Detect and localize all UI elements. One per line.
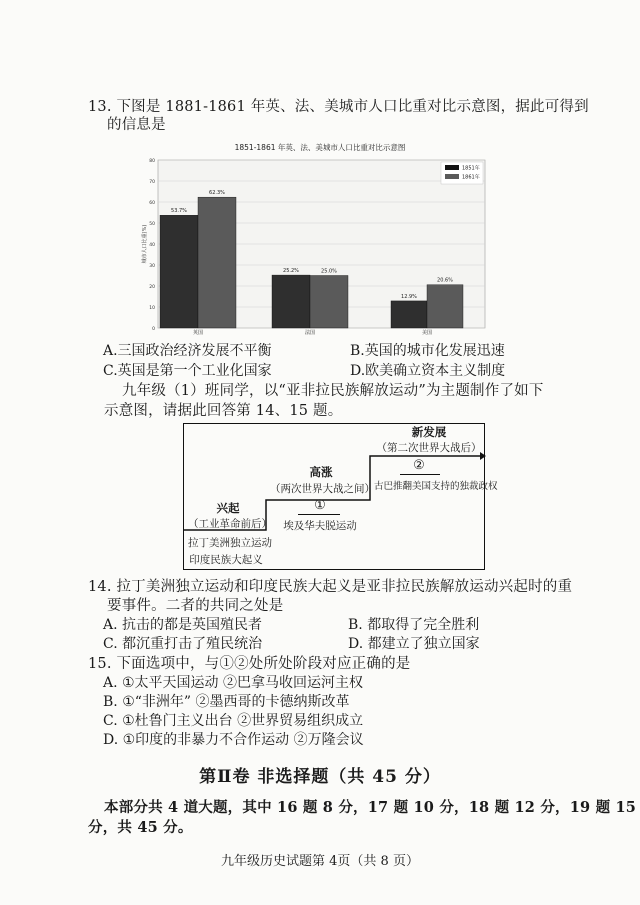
q15-option-d[interactable]: D. ①印度的非暴力不合作运动 ②万隆会议 [103,732,364,748]
legend-label: 1861年 [462,174,480,181]
liberation-movement-diagram [183,423,498,570]
bar-1861 [198,197,236,328]
bar-data-label: 12.9% [401,293,417,300]
stage3-title: 新发展 [411,425,447,439]
page-footer: 九年级历史试题第 4页（共 8 页） [221,854,419,869]
stage3-marker: ② [413,458,425,473]
stage2-period: （两次世界大战之间） [270,483,375,495]
q15-stem: 15. 下面选项中，与①②处所处阶段对应正确的是 [88,656,411,672]
stage3-event: 古巴推翻美国支持的独裁政权 [374,481,498,492]
q13-option-a[interactable]: A.三国政治经济发展不平衡 [103,343,272,359]
stage1-period: （工业革命前后） [188,518,272,530]
y-tick-label: 10 [149,306,155,311]
q14-stem-line2: 要事件。二者的共同之处是 [107,598,284,614]
q15-option-c[interactable]: C. ①杜鲁门主义出台 ②世界贸易组织成立 [103,713,364,729]
bar-1861 [310,276,348,329]
section2-desc-line1: 本部分共 4 道大题，其中 16 题 8 分，17 题 10 分，18 题 12 分，19 题 15 [104,799,637,816]
q13-number: 13. [88,99,112,115]
q15-option-a[interactable]: A. ①太平天国运动 ②巴拿马收回运河主权 [103,675,364,691]
x-tick-label: 法国 [304,330,316,336]
y-tick-label: 0 [152,327,155,332]
x-tick-label: 英国 [192,330,204,336]
x-tick-label: 美国 [421,330,433,336]
population-chart [140,138,495,338]
bar-data-label: 20.6% [437,277,453,284]
bar-data-label: 62.3% [209,190,225,197]
q13-option-b[interactable]: B.英国的城市化发展迅速 [350,343,505,359]
y-axis-label: 城市人口比重(%) [142,224,148,264]
bar-1851 [391,301,427,328]
stage3-blank-underline [400,474,440,475]
y-tick-label: 30 [149,264,155,269]
chart-title: 1851-1861 年英、法、美城市人口比重对比示意图 [234,143,406,152]
y-tick-label: 70 [149,180,155,185]
q13-stem-line2: 的信息是 [107,117,166,133]
q14-option-c[interactable]: C. 都沉重打击了殖民统治 [103,636,263,652]
y-tick-label: 20 [149,285,155,290]
chart-svg [140,138,495,338]
legend-swatch [445,165,459,170]
intro-line2: 示意图，请据此回答第 14、15 题。 [104,403,343,419]
q15-option-b[interactable]: B. ①“非洲年” ②墨西哥的卡德纳斯改革 [103,694,350,710]
q13-option-d[interactable]: D.欧美确立资本主义制度 [350,363,506,379]
legend-swatch [445,174,459,179]
q14-option-a[interactable]: A. 抗击的都是英国殖民者 [103,617,263,633]
y-tick-label: 40 [149,243,155,248]
section2-desc-line2: 分，共 45 分。 [88,819,193,836]
bar-1851 [160,215,198,328]
q13-option-c[interactable]: C.英国是第一个工业化国家 [103,363,272,379]
bar-data-label: 25.2% [283,268,299,275]
q14-stem-line1: 14. 拉丁美洲独立运动和印度民族大起义是亚非拉民族解放运动兴起时的重 [88,579,573,595]
bar-1851 [272,275,310,328]
stage3-period: （第二次世界大战后） [376,442,482,454]
stage1-title: 兴起 [216,501,240,515]
y-tick-label: 60 [149,201,155,206]
stage2-blank-underline [298,514,340,515]
q14-option-b[interactable]: B. 都取得了完全胜利 [348,617,480,633]
section2-title: 第Ⅱ卷 非选择题（共 45 分） [199,767,441,787]
legend-label: 1851年 [462,165,480,172]
y-tick-label: 80 [149,159,155,164]
stage2-event: 埃及华夫脱运动 [283,520,357,532]
stage1-event1: 拉丁美洲独立运动 [188,537,272,549]
stage1-event2: 印度民族大起义 [189,554,263,566]
bar-1861 [427,285,463,328]
intro-line1: 九年级（1）班同学，以“亚非拉民族解放运动”为主题制作了如下 [122,383,544,399]
stage2-title: 高涨 [309,465,333,479]
stage2-marker: ① [314,498,326,513]
bar-data-label: 25.0% [321,268,337,275]
q14-option-d[interactable]: D. 都建立了独立国家 [348,636,480,652]
y-tick-label: 50 [149,222,155,227]
q13-stem-text: 下图是 1881-1861 年英、法、美城市人口比重对比示意图，据此可得到 [116,99,589,115]
bar-data-label: 53.7% [171,208,187,215]
